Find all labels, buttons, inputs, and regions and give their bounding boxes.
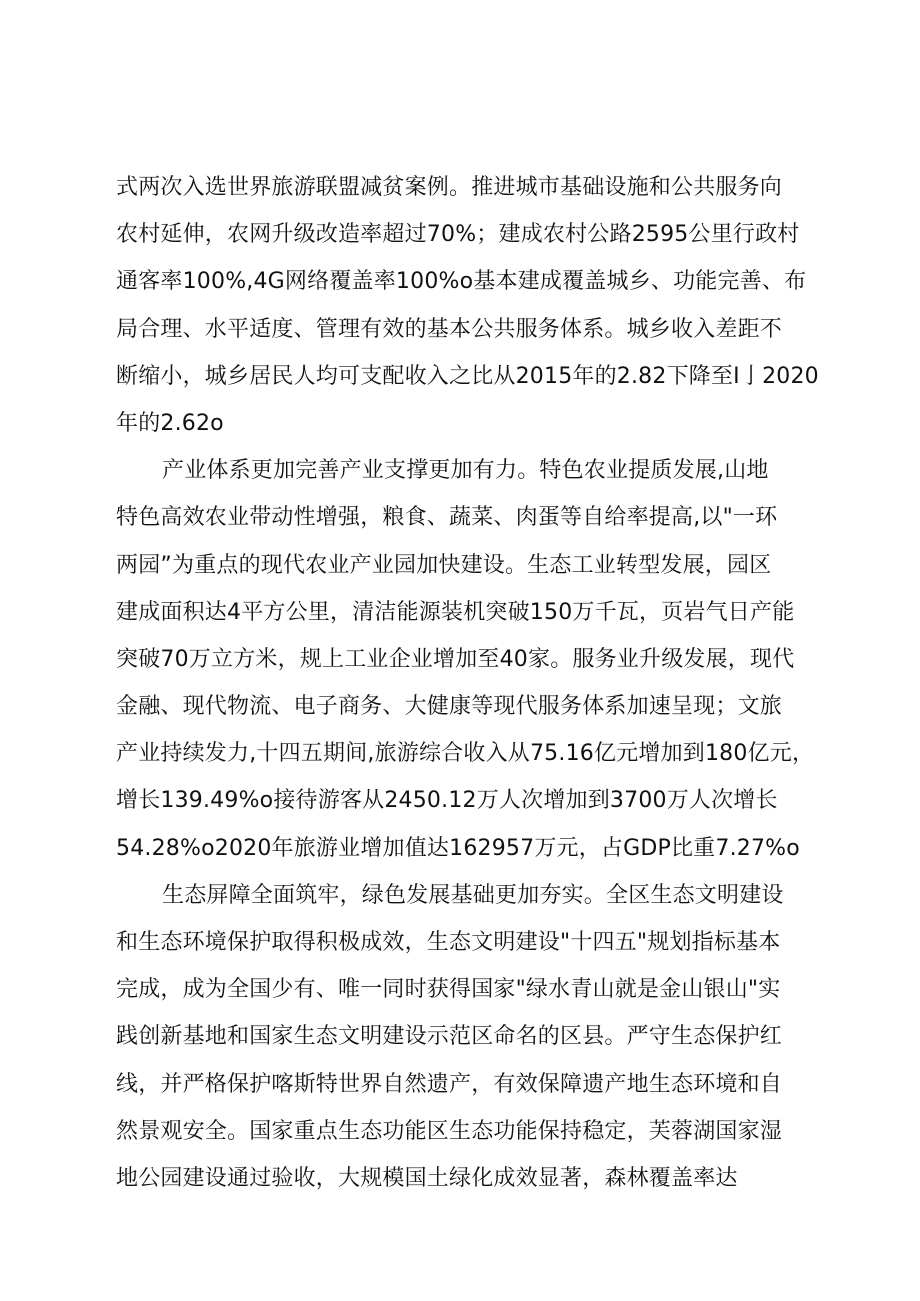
text-line: 两园”为重点的现代农业产业园加快建设。生态工业转型发展，园区 <box>116 552 772 578</box>
body-text <box>116 164 819 1202</box>
text-line: 践创新基地和国家生态文明建设示范区命名的区县。严守生态保护红 <box>116 1024 783 1050</box>
text-line: 式两次入选世界旅游联盟减贫案例。推进城市基础设施和公共服务向 <box>116 175 783 200</box>
text-line: 特色高效农业带动性增强，粮食、蔬菜、肉蛋等自给率提高,以"一环 <box>116 505 778 531</box>
text-line: 金融、现代物流、电子商务、大健康等现代服务体系加速呈现；文旅 <box>116 694 783 720</box>
text-line: 农村延伸，农网升级改造率超过70%；建成农村公路2595公里行政村 <box>116 222 800 248</box>
text-line: 通客率100%,4G网络覆盖率100%o基本建成覆盖城乡、功能完善、布 <box>116 269 807 295</box>
text-line: 54.28%o2020年旅游业增加值达162957万元，占GDP比重7.27%o <box>116 835 800 861</box>
text-line: 完成，成为全国少有、唯一同时获得国家"绿水青山就是金山银山"实 <box>116 977 781 1003</box>
text-line: 线，并严格保护喀斯特世界自然遗产，有效保障遗产地生态环境和自 <box>116 1071 783 1097</box>
text-line: 年的2.62o <box>116 410 224 436</box>
text-line: 和生态环境保护取得积极成效，生态文明建设"十四五"规划指标基本 <box>116 930 781 955</box>
text-line: 建成面积达4平方公里，清洁能源装机突破150万千瓦，页岩气日产能 <box>116 599 795 625</box>
text-line: 产业持续发力,十四五期间,旅游综合收入从75.16亿元增加到180亿元， <box>116 741 815 767</box>
text-line: 地公园建设通过验收，大规模国土绿化成效显著，森林覆盖率达 <box>116 1165 738 1191</box>
text-line: 增长139.49%o接待游客从2450.12万人次增加到3700万人次增长 <box>116 788 778 814</box>
text-line: 突破70万立方米，规上工业企业增加至40家。服务业升级发展，现代 <box>116 646 795 672</box>
paragraph-start-line: 生态屏障全面筑牢，绿色发展基础更加夯实。全区生态文明建设 <box>162 882 784 908</box>
text-line: 局合理、水平适度、管理有效的基本公共服务体系。城乡收入差距不 <box>116 316 783 342</box>
text-line: 然景观安全。国家重点生态功能区生态功能保持稳定，芙蓉湖国家湿 <box>116 1118 783 1144</box>
text-line: 断缩小，城乡居民人均可支配收入之比从2015年的2.82下降至I亅2020 <box>116 363 819 389</box>
paragraph-start-line: 产业体系更加完善产业支撑更加有力。特色农业提质发展,山地 <box>162 458 769 484</box>
